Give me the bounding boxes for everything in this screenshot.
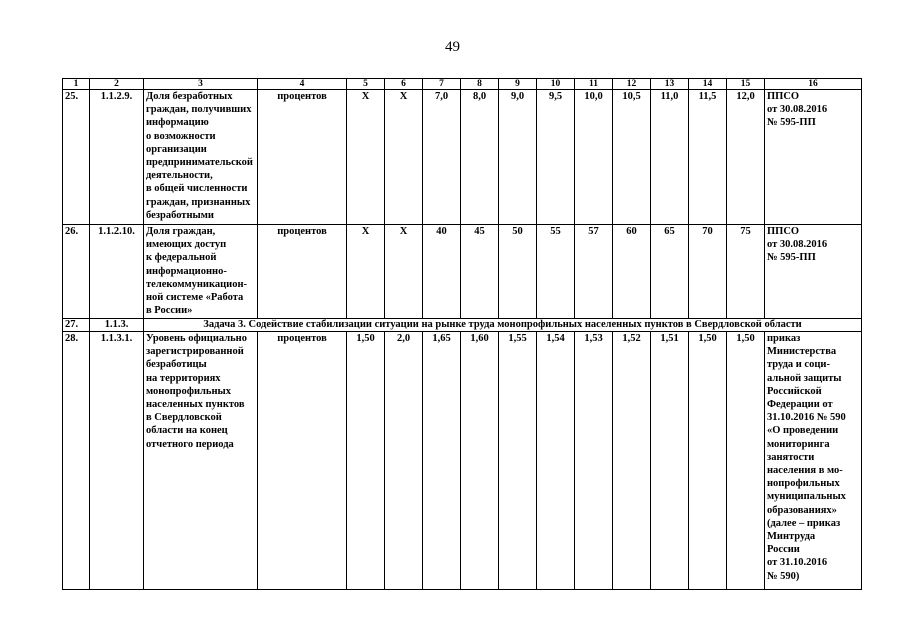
value-cell: 45 <box>461 225 499 319</box>
column-header: 16 <box>765 79 862 90</box>
source-document: ППСО от 30.08.2016 № 595-ПП <box>765 225 862 319</box>
table-row <box>63 332 862 590</box>
row-code: 1.1.3.1. <box>90 332 144 590</box>
value-cell: Х <box>347 225 385 319</box>
indicator-name: Доля безработных граждан, получивших информацию о возможности организации предпринимательской деятельности, в общей численности граждан, признанных безработными <box>144 90 258 225</box>
value-cell: 9,5 <box>537 90 575 225</box>
value-cell: 57 <box>575 225 613 319</box>
value-cell: 1,51 <box>651 332 689 590</box>
value-cell: 65 <box>651 225 689 319</box>
value-cell: 11,0 <box>651 90 689 225</box>
value-cell: 1,54 <box>537 332 575 590</box>
value-cell: Х <box>385 90 423 225</box>
task-title: Задача 3. Содействие стабилизации ситуации на рынке труда монопрофильных населенных пунктов в Свердловской области <box>144 319 862 332</box>
unit: процентов <box>258 90 347 225</box>
value-cell: 1,50 <box>347 332 385 590</box>
value-cell: 1,53 <box>575 332 613 590</box>
row-number: 26. <box>63 225 90 319</box>
source-document: ППСО от 30.08.2016 № 595-ПП <box>765 90 862 225</box>
table-row <box>63 225 862 319</box>
table-row-task <box>63 319 862 332</box>
value-cell: 1,60 <box>461 332 499 590</box>
value-cell: 60 <box>613 225 651 319</box>
indicators-table <box>62 78 862 590</box>
value-cell: 40 <box>423 225 461 319</box>
column-header: 1 <box>63 79 90 90</box>
row-code: 1.1.2.10. <box>90 225 144 319</box>
value-cell: Х <box>385 225 423 319</box>
row-number: 25. <box>63 90 90 225</box>
table-header-row <box>63 79 862 90</box>
column-header: 7 <box>423 79 461 90</box>
value-cell: 55 <box>537 225 575 319</box>
row-number: 28. <box>63 332 90 590</box>
column-header: 5 <box>347 79 385 90</box>
indicator-name: Уровень официально зарегистрированной безработицы на территориях монопрофильных населенных пунктов в Свердловской области на конец отчетного периода <box>144 332 258 590</box>
value-cell: 1,50 <box>727 332 765 590</box>
value-cell: Х <box>347 90 385 225</box>
column-header: 10 <box>537 79 575 90</box>
column-header: 6 <box>385 79 423 90</box>
column-header: 11 <box>575 79 613 90</box>
row-number: 27. <box>63 319 90 332</box>
column-header: 4 <box>258 79 347 90</box>
column-header: 13 <box>651 79 689 90</box>
value-cell: 8,0 <box>461 90 499 225</box>
unit: процентов <box>258 332 347 590</box>
value-cell: 70 <box>689 225 727 319</box>
column-header: 8 <box>461 79 499 90</box>
value-cell: 10,5 <box>613 90 651 225</box>
source-document: приказ Министерства труда и соци- альной защиты Российской Федерации от 31.10.2016 № 590 «О проведении мониторинга занятости населения в мо- нопрофильных муниципальных образованиях» (далее – приказ Минтруда России от 31.10.2016 № 590) <box>765 332 862 590</box>
column-header: 15 <box>727 79 765 90</box>
indicator-name: Доля граждан, имеющих доступ к федеральной информационно- телекоммуникацион- ной системе «Работа в России» <box>144 225 258 319</box>
row-code: 1.1.3. <box>90 319 144 332</box>
value-cell: 1,55 <box>499 332 537 590</box>
value-cell: 10,0 <box>575 90 613 225</box>
value-cell: 50 <box>499 225 537 319</box>
row-code: 1.1.2.9. <box>90 90 144 225</box>
value-cell: 7,0 <box>423 90 461 225</box>
value-cell: 1,65 <box>423 332 461 590</box>
value-cell: 2,0 <box>385 332 423 590</box>
unit: процентов <box>258 225 347 319</box>
value-cell: 1,52 <box>613 332 651 590</box>
column-header: 14 <box>689 79 727 90</box>
value-cell: 75 <box>727 225 765 319</box>
table-row <box>63 90 862 225</box>
column-header: 2 <box>90 79 144 90</box>
column-header: 3 <box>144 79 258 90</box>
column-header: 12 <box>613 79 651 90</box>
value-cell: 1,50 <box>689 332 727 590</box>
value-cell: 9,0 <box>499 90 537 225</box>
value-cell: 12,0 <box>727 90 765 225</box>
page-number: 49 <box>445 39 460 55</box>
value-cell: 11,5 <box>689 90 727 225</box>
column-header: 9 <box>499 79 537 90</box>
